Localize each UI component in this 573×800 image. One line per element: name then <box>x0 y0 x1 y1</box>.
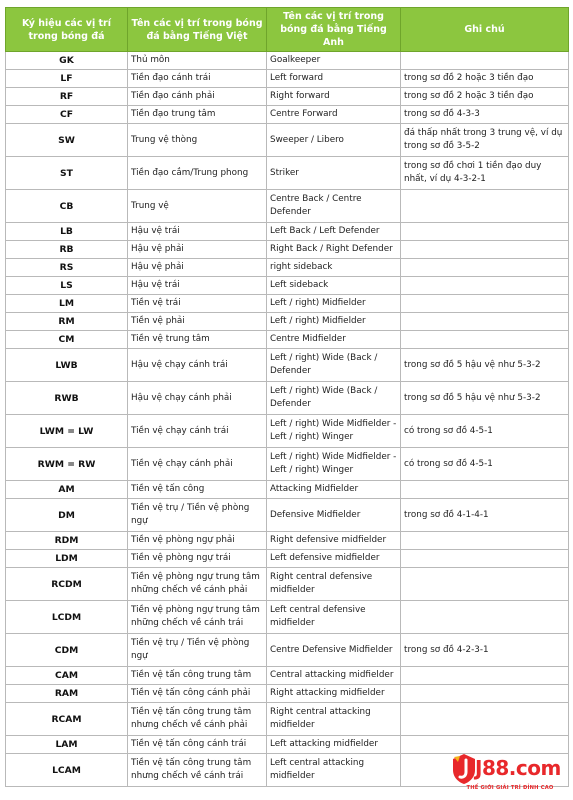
cell-english-name: Left forward <box>267 70 401 88</box>
logo-brand: J88.com <box>475 756 561 780</box>
cell-vietnamese-name: Tiền đạo cánh phải <box>128 88 267 106</box>
cell-english-name: Goalkeeper <box>267 52 401 70</box>
table-row <box>6 295 569 313</box>
cell-english-name: Attacking Midfielder <box>267 481 401 499</box>
cell-english-name: Centre Defensive Midfielder <box>267 634 401 667</box>
cell-note <box>401 532 569 550</box>
header-vietnamese-name: Tên các vị trí trong bóng đá bằng Tiếng Việt <box>128 8 267 52</box>
cell-english-name: Centre Back / Centre Defender <box>267 190 401 223</box>
cell-note <box>401 667 569 685</box>
table-row <box>6 382 569 415</box>
cell-code: RAM <box>6 685 128 703</box>
cell-code: GK <box>6 52 128 70</box>
cell-note: trong sơ đồ 5 hậu vệ như 5-3-2 <box>401 349 569 382</box>
positions-table <box>5 7 569 787</box>
cell-code: RCAM <box>6 703 128 736</box>
table-row <box>6 331 569 349</box>
cell-note <box>401 703 569 736</box>
cell-note: đá thấp nhất trong 3 trung vệ, ví dụ trong sơ đồ 3-5-2 <box>401 124 569 157</box>
table-row <box>6 52 569 70</box>
cell-note <box>401 685 569 703</box>
cell-vietnamese-name: Tiền đạo trung tâm <box>128 106 267 124</box>
cell-vietnamese-name: Tiền vệ trái <box>128 295 267 313</box>
cell-vietnamese-name: Tiền vệ trụ / Tiền vệ phòng ngự <box>128 499 267 532</box>
table-row <box>6 448 569 481</box>
cell-english-name: Left / right) Wide (Back / Defender <box>267 349 401 382</box>
table-row <box>6 223 569 241</box>
table-row <box>6 88 569 106</box>
cell-english-name: Left / right) Midfielder <box>267 313 401 331</box>
cell-english-name: Sweeper / Libero <box>267 124 401 157</box>
cell-english-name: Right Back / Right Defender <box>267 241 401 259</box>
cell-code: LCDM <box>6 601 128 634</box>
cell-vietnamese-name: Trung vệ <box>128 190 267 223</box>
table-row <box>6 667 569 685</box>
cell-vietnamese-name: Hậu vệ chạy cánh trái <box>128 349 267 382</box>
cell-code: RWM = RW <box>6 448 128 481</box>
header-code: Ký hiệu các vị trí trong bóng đá <box>6 8 128 52</box>
cell-english-name: Left / right) Wide (Back / Defender <box>267 382 401 415</box>
cell-english-name: Right central attacking midfielder <box>267 703 401 736</box>
cell-note: có trong sơ đồ 4-5-1 <box>401 415 569 448</box>
table-row <box>6 259 569 277</box>
cell-note <box>401 223 569 241</box>
cell-english-name: Left central attacking midfielder <box>267 754 401 787</box>
cell-english-name: Right attacking midfielder <box>267 685 401 703</box>
cell-english-name: Left defensive midfielder <box>267 550 401 568</box>
table-header-row <box>6 8 569 52</box>
cell-note: trong sơ đồ 2 hoặc 3 tiền đạo <box>401 70 569 88</box>
cell-code: RS <box>6 259 128 277</box>
cell-note <box>401 736 569 754</box>
cell-english-name: right sideback <box>267 259 401 277</box>
cell-note <box>401 601 569 634</box>
table-row <box>6 70 569 88</box>
table-row <box>6 157 569 190</box>
cell-vietnamese-name: Tiền vệ phải <box>128 313 267 331</box>
cell-english-name: Centre Midfielder <box>267 331 401 349</box>
cell-note <box>401 241 569 259</box>
cell-english-name: Right defensive midfielder <box>267 532 401 550</box>
cell-note <box>401 295 569 313</box>
table-row <box>6 124 569 157</box>
cell-code: RCDM <box>6 568 128 601</box>
cell-vietnamese-name: Tiền đạo cắm/Trung phong <box>128 157 267 190</box>
cell-code: RM <box>6 313 128 331</box>
cell-vietnamese-name: Tiền vệ trung tâm <box>128 331 267 349</box>
cell-english-name: Right central defensive midfielder <box>267 568 401 601</box>
table-row <box>6 349 569 382</box>
cell-vietnamese-name: Tiền vệ phòng ngự trung tâm những chếch về cánh trái <box>128 601 267 634</box>
table-row <box>6 736 569 754</box>
cell-english-name: Defensive Midfielder <box>267 499 401 532</box>
cell-vietnamese-name: Tiền vệ chạy cánh phải <box>128 448 267 481</box>
table-row <box>6 634 569 667</box>
header-note: Ghi chú <box>401 8 569 52</box>
cell-note: có trong sơ đồ 4-5-1 <box>401 448 569 481</box>
table-row <box>6 532 569 550</box>
cell-vietnamese-name: Hậu vệ trái <box>128 277 267 295</box>
cell-vietnamese-name: Tiền vệ tấn công cánh trái <box>128 736 267 754</box>
cell-note <box>401 190 569 223</box>
cell-english-name: Striker <box>267 157 401 190</box>
cell-vietnamese-name: Tiền vệ tấn công trung tâm nhưng chếch về cánh phải <box>128 703 267 736</box>
cell-vietnamese-name: Tiền vệ phòng ngự trái <box>128 550 267 568</box>
table-row <box>6 481 569 499</box>
j88-logo <box>451 752 569 798</box>
cell-code: LDM <box>6 550 128 568</box>
cell-note <box>401 481 569 499</box>
table-row <box>6 685 569 703</box>
cell-english-name: Left sideback <box>267 277 401 295</box>
table-row <box>6 313 569 331</box>
cell-note: trong sơ đồ chơi 1 tiền đạo duy nhất, ví dụ 4-3-2-1 <box>401 157 569 190</box>
cell-vietnamese-name: Hậu vệ phải <box>128 259 267 277</box>
cell-code: DM <box>6 499 128 532</box>
cell-code: CDM <box>6 634 128 667</box>
cell-note: trong sơ đồ 4-3-3 <box>401 106 569 124</box>
cell-code: CAM <box>6 667 128 685</box>
table-row <box>6 499 569 532</box>
cell-code: LS <box>6 277 128 295</box>
cell-code: LCAM <box>6 754 128 787</box>
cell-english-name: Left / right) Wide Midfielder - Left / right) Winger <box>267 415 401 448</box>
table-row <box>6 550 569 568</box>
cell-note <box>401 277 569 295</box>
table-row <box>6 415 569 448</box>
cell-english-name: Right forward <box>267 88 401 106</box>
cell-code: RB <box>6 241 128 259</box>
cell-code: LM <box>6 295 128 313</box>
cell-code: ST <box>6 157 128 190</box>
cell-code: CM <box>6 331 128 349</box>
logo-tagline: THẾ GIỚI GIẢI TRÍ ĐỈNH CAO <box>466 785 554 791</box>
cell-vietnamese-name: Hậu vệ trái <box>128 223 267 241</box>
cell-code: RDM <box>6 532 128 550</box>
cell-vietnamese-name: Tiền vệ phòng ngự trung tâm những chếch về cánh phải <box>128 568 267 601</box>
cell-note <box>401 550 569 568</box>
cell-vietnamese-name: Tiền đạo cánh trái <box>128 70 267 88</box>
cell-vietnamese-name: Tiền vệ chạy cánh trái <box>128 415 267 448</box>
table-row <box>6 568 569 601</box>
table-row <box>6 190 569 223</box>
cell-note: trong sơ đồ 4-1-4-1 <box>401 499 569 532</box>
cell-note <box>401 568 569 601</box>
table-row <box>6 106 569 124</box>
cell-english-name: Central attacking midfielder <box>267 667 401 685</box>
cell-english-name: Left central defensive midfielder <box>267 601 401 634</box>
cell-code: CB <box>6 190 128 223</box>
cell-code: LWM = LW <box>6 415 128 448</box>
cell-note <box>401 331 569 349</box>
table-row <box>6 703 569 736</box>
cell-code: AM <box>6 481 128 499</box>
table-row <box>6 241 569 259</box>
cell-note: trong sơ đồ 5 hậu vệ như 5-3-2 <box>401 382 569 415</box>
cell-vietnamese-name: Hậu vệ chạy cánh phải <box>128 382 267 415</box>
cell-note <box>401 313 569 331</box>
header-english-name: Tên các vị trí trong bóng đá bằng Tiếng Anh <box>267 8 401 52</box>
cell-code: RF <box>6 88 128 106</box>
j88-mark-icon <box>451 753 477 785</box>
cell-vietnamese-name: Hậu vệ phải <box>128 241 267 259</box>
cell-note: trong sơ đồ 4-2-3-1 <box>401 634 569 667</box>
cell-vietnamese-name: Tiền vệ tấn công cánh phải <box>128 685 267 703</box>
cell-code: LWB <box>6 349 128 382</box>
cell-vietnamese-name: Tiền vệ tấn công <box>128 481 267 499</box>
cell-english-name: Left attacking midfielder <box>267 736 401 754</box>
cell-code: LB <box>6 223 128 241</box>
cell-code: SW <box>6 124 128 157</box>
cell-english-name: Centre Forward <box>267 106 401 124</box>
cell-vietnamese-name: Tiền vệ trụ / Tiền vệ phòng ngự <box>128 634 267 667</box>
cell-english-name: Left / right) Midfielder <box>267 295 401 313</box>
cell-english-name: Left / right) Wide Midfielder - Left / right) Winger <box>267 448 401 481</box>
cell-code: LF <box>6 70 128 88</box>
cell-english-name: Left Back / Left Defender <box>267 223 401 241</box>
cell-code: CF <box>6 106 128 124</box>
table-row <box>6 601 569 634</box>
cell-code: LAM <box>6 736 128 754</box>
cell-vietnamese-name: Tiền vệ tấn công trung tâm nhưng chếch về cánh trái <box>128 754 267 787</box>
table-row <box>6 277 569 295</box>
cell-note <box>401 52 569 70</box>
cell-vietnamese-name: Tiền vệ phòng ngự phải <box>128 532 267 550</box>
cell-vietnamese-name: Trung vệ thòng <box>128 124 267 157</box>
cell-code: RWB <box>6 382 128 415</box>
cell-vietnamese-name: Thủ môn <box>128 52 267 70</box>
cell-vietnamese-name: Tiền vệ tấn công trung tâm <box>128 667 267 685</box>
cell-note <box>401 259 569 277</box>
cell-note: trong sơ đồ 2 hoặc 3 tiền đạo <box>401 88 569 106</box>
